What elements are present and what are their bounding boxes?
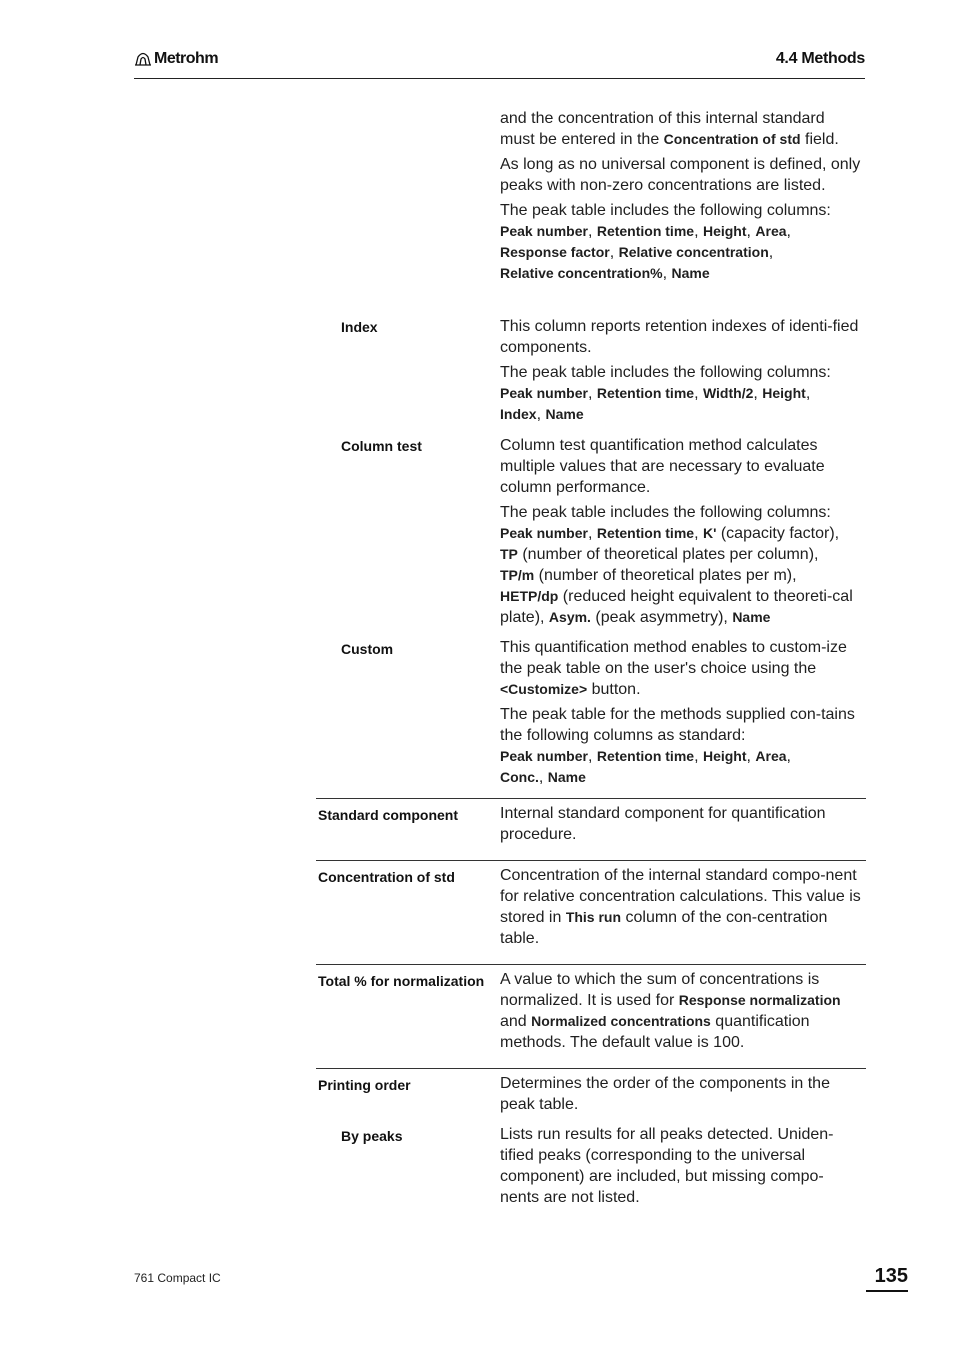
divider	[316, 964, 866, 965]
customize-button-reference: <Customize>	[500, 681, 588, 697]
brand-logo	[134, 50, 218, 68]
custom-paragraph-2: The peak table for the methods supplied con-tains the following columns as standard:	[500, 706, 855, 744]
brand-name: Metrohm	[154, 50, 219, 67]
page-header	[134, 48, 865, 79]
concentration-of-std-label: Concentration of std	[318, 869, 455, 885]
by-peaks-label: By peaks	[341, 1128, 403, 1144]
column-test-label: Column test	[341, 438, 422, 454]
index-block	[500, 316, 862, 425]
custom-paragraph-1: This quantification method enables to custom-ize the peak table on the user's choice using the <Customize> button.	[500, 639, 847, 698]
intro-paragraph-3: The peak table includes the following columns:	[500, 202, 831, 219]
concentration-of-std-text: Concentration of the internal standard compo-nent for relative concentration calculations. This value is stored in This run column of the con-centration table.	[500, 867, 861, 947]
section-title: 4.4 Methods	[775, 50, 865, 67]
custom-column-list: Peak number, Retention time, Height, Area, Conc., Name	[500, 748, 791, 786]
total-normalization-label: Total % for normalization	[318, 973, 485, 989]
intro-block	[500, 108, 862, 284]
printing-order-label: Printing order	[318, 1077, 411, 1093]
column-test-column-list: Peak number, Retention time, K' (capacity factor), TP (number of theoretical plates per column), TP/m (number of theoretical plates per m), HETP/dp (reduced height equivalent to theoreti-cal plate), Asym. (peak asymmetry), Name	[500, 525, 853, 626]
intro-paragraph-2: As long as no universal component is defined, only peaks with non-zero concentrations are listed.	[500, 156, 861, 194]
custom-block	[500, 637, 862, 788]
footer-product: 761 Compact IC	[134, 1271, 221, 1285]
divider	[316, 1068, 866, 1069]
standard-component-text: Internal standard component for quantification procedure.	[500, 805, 826, 843]
total-normalization-text: A value to which the sum of concentrations is normalized. It is used for Response normalization and Normalized concentrations quantification methods. The default value is 100.	[500, 971, 841, 1051]
column-test-block	[500, 435, 862, 628]
index-label: Index	[341, 319, 378, 335]
custom-label: Custom	[341, 641, 394, 657]
intro-paragraph-1: and the concentration of this internal standard must be entered in the Concentration of std field.	[500, 110, 839, 148]
metrohm-logo-icon	[134, 50, 152, 68]
field-reference: Concentration of std	[663, 131, 801, 147]
divider	[316, 860, 866, 861]
page-number: 135	[866, 1265, 908, 1292]
index-column-list: Peak number, Retention time, Width/2, Height, Index, Name	[500, 385, 811, 423]
printing-order-text: Determines the order of the components in the peak table.	[500, 1075, 830, 1113]
by-peaks-text: Lists run results for all peaks detected. Uniden-tified peaks (corresponding to the universal component) are included, but missing compo-nents are not listed.	[500, 1126, 834, 1206]
index-paragraph-2: The peak table includes the following columns:	[500, 364, 831, 381]
intro-column-list: Peak number, Retention time, Height, Area, Response factor, Relative concentration, Relative concentration%, Name	[500, 223, 791, 282]
divider	[316, 798, 866, 799]
standard-component-label: Standard component	[318, 807, 459, 823]
column-test-paragraph-2: The peak table includes the following columns:	[500, 504, 831, 521]
column-test-paragraph-1: Column test quantification method calculates multiple values that are necessary to evaluate column performance.	[500, 437, 825, 496]
index-paragraph-1: This column reports retention indexes of identi-fied components.	[500, 318, 859, 356]
